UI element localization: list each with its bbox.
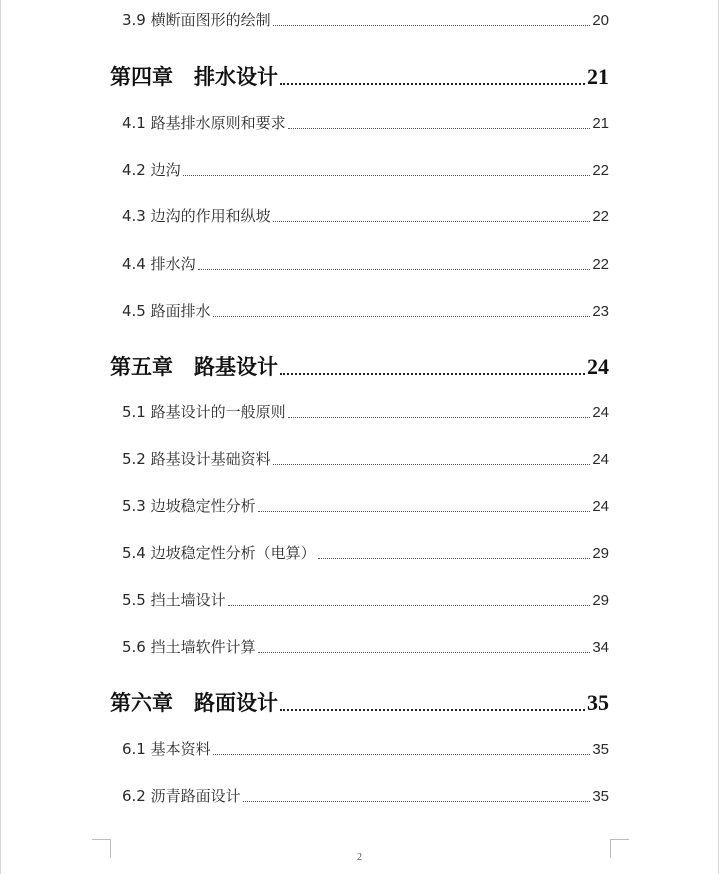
toc-entry-5-1[interactable] <box>122 401 609 422</box>
dot-leader <box>280 351 585 381</box>
toc-entry-label: 5.1 路基设计的一般原则 <box>122 403 286 421</box>
toc-entry-page: 24 <box>592 498 609 515</box>
toc-chapter-page: 35 <box>587 690 609 715</box>
dot-leader <box>243 785 591 806</box>
toc-chapter-label: 第六章 路面设计 <box>110 690 278 715</box>
toc-entry-label: 4.4 排水沟 <box>122 255 196 273</box>
dot-leader <box>258 495 591 516</box>
toc-entry-page: 22 <box>592 162 609 179</box>
dot-leader <box>183 159 591 180</box>
dot-leader <box>273 205 591 226</box>
toc-entry-page: 24 <box>592 451 609 468</box>
toc-entry-4-5[interactable] <box>122 300 609 321</box>
toc-entry-4-1[interactable] <box>122 112 609 133</box>
dot-leader <box>288 401 591 422</box>
toc-entry-label: 4.5 路面排水 <box>122 302 211 320</box>
dot-leader <box>258 636 591 657</box>
dot-leader <box>280 61 585 91</box>
toc-entry-5-6[interactable] <box>122 636 609 657</box>
toc-chapter-4[interactable] <box>110 61 609 91</box>
toc-chapter-label: 第四章 排水设计 <box>110 64 278 89</box>
toc-entry-label: 5.2 路基设计基础资料 <box>122 450 271 468</box>
toc-entry-5-5[interactable] <box>122 589 609 610</box>
toc-chapter-page: 24 <box>587 354 609 379</box>
toc-entry-6-1[interactable] <box>122 738 609 759</box>
toc-entry-page: 35 <box>592 741 609 758</box>
toc-entry-4-4[interactable] <box>122 253 609 274</box>
toc-entry-page: 22 <box>592 256 609 273</box>
toc-entry-label: 5.6 挡土墙软件计算 <box>122 638 256 656</box>
toc-entry-label: 6.1 基本资料 <box>122 740 211 758</box>
dot-leader <box>273 448 591 469</box>
footer-page-number: 2 <box>357 852 362 863</box>
toc-entry-4-3[interactable] <box>122 205 609 226</box>
toc-entry-3-9[interactable] <box>122 9 609 30</box>
toc-entry-page: 35 <box>592 788 609 805</box>
toc-entry-label: 4.3 边沟的作用和纵坡 <box>122 207 271 225</box>
toc-entry-label: 3.9 横断面图形的绘制 <box>122 11 271 29</box>
dot-leader <box>198 253 591 274</box>
toc-entry-5-2[interactable] <box>122 448 609 469</box>
dot-leader <box>228 589 591 610</box>
toc-entry-label: 5.4 边坡稳定性分析（电算） <box>122 544 316 562</box>
toc-entry-5-4[interactable] <box>122 542 609 563</box>
toc-entry-label: 5.5 挡土墙设计 <box>122 591 226 609</box>
toc-entry-page: 29 <box>592 545 609 562</box>
dot-leader <box>213 300 591 321</box>
toc-entry-5-3[interactable] <box>122 495 609 516</box>
dot-leader <box>288 112 591 133</box>
toc-entry-label: 4.2 边沟 <box>122 161 181 179</box>
toc-chapter-page: 21 <box>587 64 609 89</box>
toc-chapter-label: 第五章 路基设计 <box>110 354 278 379</box>
toc-entry-page: 20 <box>592 12 609 29</box>
toc-entry-4-2[interactable] <box>122 159 609 180</box>
toc-entry-page: 22 <box>592 208 609 225</box>
toc-entry-6-2[interactable] <box>122 785 609 806</box>
toc-chapter-5[interactable] <box>110 351 609 381</box>
toc-entry-page: 24 <box>592 404 609 421</box>
toc-chapter-6[interactable] <box>110 687 609 717</box>
toc-entry-page: 29 <box>592 592 609 609</box>
dot-leader <box>318 542 591 563</box>
toc-entry-page: 21 <box>592 115 609 132</box>
dot-leader <box>213 738 591 759</box>
toc-entry-page: 34 <box>592 639 609 656</box>
toc-entry-label: 4.1 路基排水原则和要求 <box>122 114 286 132</box>
dot-leader <box>280 687 585 717</box>
toc-entry-label: 5.3 边坡稳定性分析 <box>122 497 256 515</box>
toc-entry-page: 23 <box>592 303 609 320</box>
toc-entry-label: 6.2 沥青路面设计 <box>122 787 241 805</box>
dot-leader <box>273 9 591 30</box>
